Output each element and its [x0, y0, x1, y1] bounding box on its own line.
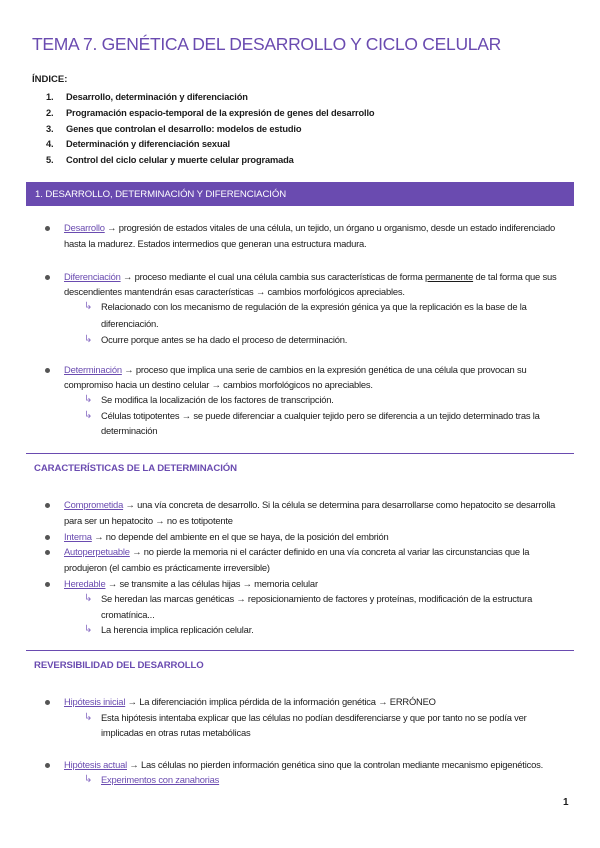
- sub-arrow-icon: ↳: [84, 593, 93, 604]
- desarrollo-link[interactable]: Desarrollo: [64, 222, 105, 233]
- index-item: 3. Genes que controlan el desarrollo: modelos de estudio: [46, 123, 302, 134]
- heredable-sub-2: La herencia implica replicación celular.: [101, 624, 254, 635]
- heredable-sub-1b: cromatínica...: [101, 609, 155, 620]
- sub-arrow-icon: ↳: [84, 624, 93, 635]
- heredable-link[interactable]: Heredable: [64, 578, 106, 589]
- diferenciacion-link[interactable]: Diferenciación: [64, 271, 121, 282]
- page-number: 1: [563, 797, 569, 808]
- heredable-sub-1: Se heredan las marcas genéticas → reposicionamiento de factores y proteínas, modificación de la estructura: [101, 593, 533, 604]
- bullet-icon: [45, 700, 50, 705]
- determinacion-link[interactable]: Determinación: [64, 364, 122, 375]
- diferenciacion-sub-1: Relacionado con los mecanismo de regulación de la expresión génica ya que la replicación es la base de la: [101, 301, 527, 312]
- sub-arrow-icon: ↳: [84, 334, 93, 345]
- autoperpetuable-link[interactable]: Autoperpetuable: [64, 546, 130, 557]
- hipotesis-inicial-link[interactable]: Hipótesis inicial: [64, 696, 126, 707]
- determinacion-line-2: compromiso hacia un destino celular → cambios morfológicos no apreciables.: [64, 379, 373, 390]
- index-item: 5. Control del ciclo celular y muerte celular programada: [46, 155, 294, 166]
- determinacion-sub-1: Se modifica la localización de los factores de transcripción.: [101, 394, 334, 405]
- comprometida-link[interactable]: Comprometida: [64, 499, 124, 510]
- bullet-icon: [45, 582, 50, 587]
- bullet-icon: [45, 226, 50, 231]
- determinacion-line: Determinación → proceso que implica una serie de cambios en la expresión genética de una célula que provocan su: [64, 364, 527, 375]
- autoperpetuable-line-2: produjeron (el cambio es prácticamente irreversible): [64, 562, 270, 573]
- bullet-icon: [45, 275, 50, 280]
- hipotesis-inicial-sub-1: Esta hipótesis intentaba explicar que las células no podían desdiferenciarse y que por tanto no se podía ver: [101, 712, 527, 723]
- hipotesis-actual-link[interactable]: Hipótesis actual: [64, 759, 127, 770]
- section-heading-caracteristicas: CARACTERÍSTICAS DE LA DETERMINACIÓN: [26, 453, 574, 475]
- sub-arrow-icon: ↳: [84, 410, 93, 421]
- sub-arrow-icon: ↳: [84, 712, 93, 723]
- hipotesis-actual-line: Hipótesis actual → Las células no pierden información genética sino que la controlan mediante mecanismo epigenéticos.: [64, 759, 543, 770]
- index-item: 2. Programación espacio-temporal de la expresión de genes del desarrollo: [46, 107, 375, 118]
- autoperpetuable-line: Autoperpetuable → no pierde la memoria ni el carácter definido en una vía concreta al variar las circunstancias que la: [64, 546, 530, 557]
- comprometida-line: Comprometida → una vía concreta de desarrollo. Si la célula se determina para desarrollarse como hepatocito se desarrolla: [64, 499, 556, 510]
- sub-arrow-icon: ↳: [84, 394, 93, 405]
- diferenciacion-sub-2: Ocurre porque antes se ha dado el proceso de determinación.: [101, 334, 348, 345]
- diferenciacion-sub-1b: diferenciación.: [101, 318, 159, 329]
- page-title: TEMA 7. GENÉTICA DEL DESARROLLO Y CICLO CELULAR: [32, 34, 501, 54]
- hipotesis-inicial-sub-1b: implicadas en otras rutas metabólicas: [101, 727, 251, 738]
- experimentos-link[interactable]: Experimentos con zanahorias: [101, 774, 220, 785]
- bullet-icon: [45, 763, 50, 768]
- section-heading-reversibilidad: REVERSIBILIDAD DEL DESARROLLO: [26, 650, 574, 672]
- index-item: 4. Determinación y diferenciación sexual: [46, 139, 230, 150]
- index-heading: ÍNDICE:: [32, 74, 68, 85]
- bullet-icon: [45, 368, 50, 373]
- hipotesis-actual-sub-1: [101, 774, 219, 786]
- determinacion-sub-2: Células totipotentes → se puede diferenciar a cualquier tejido pero se diferencia a un tejido determinado tras la: [101, 410, 540, 421]
- index-item: 1. Desarrollo, determinación y diferenciación: [46, 92, 248, 102]
- bullet-icon: [45, 503, 50, 508]
- sub-arrow-icon: ↳: [84, 774, 93, 785]
- heredable-line: Heredable → se transmite a las células hijas → memoria celular: [64, 578, 318, 589]
- hipotesis-inicial-line: Hipótesis inicial → La diferenciación implica pérdida de la información genética → ERRÓNEO: [64, 696, 436, 707]
- determinacion-sub-2b: determinación: [101, 425, 158, 436]
- desarrollo-line: Desarrollo → progresión de estados vitales de una célula, un tejido, un órgano u organismo, desde un estado indiferenciado: [64, 222, 556, 233]
- diferenciacion-line: Diferenciación → proceso mediante el cual una célula cambia sus características de forma permanente de tal forma que sus: [64, 271, 557, 282]
- bullet-icon: [45, 550, 50, 555]
- interna-link[interactable]: Interna: [64, 531, 92, 542]
- sub-arrow-icon: ↳: [84, 301, 93, 312]
- comprometida-line-2: para ser un hepatocito → no es totipotente: [64, 515, 233, 526]
- bullet-icon: [45, 535, 50, 540]
- section-band-desarrollo: 1. DESARROLLO, DETERMINACIÓN Y DIFERENCIACIÓN: [26, 182, 574, 206]
- index-list: [46, 90, 374, 169]
- desarrollo-line-2: hasta la madurez. Estados intermedios que generan una estructura madura.: [64, 238, 367, 249]
- interna-line: Interna → no depende del ambiente en el que se haya, de la posición del embrión: [64, 531, 389, 542]
- diferenciacion-line-2: descendientes mantendrán esas características → cambios morfológicos apreciables.: [64, 286, 405, 297]
